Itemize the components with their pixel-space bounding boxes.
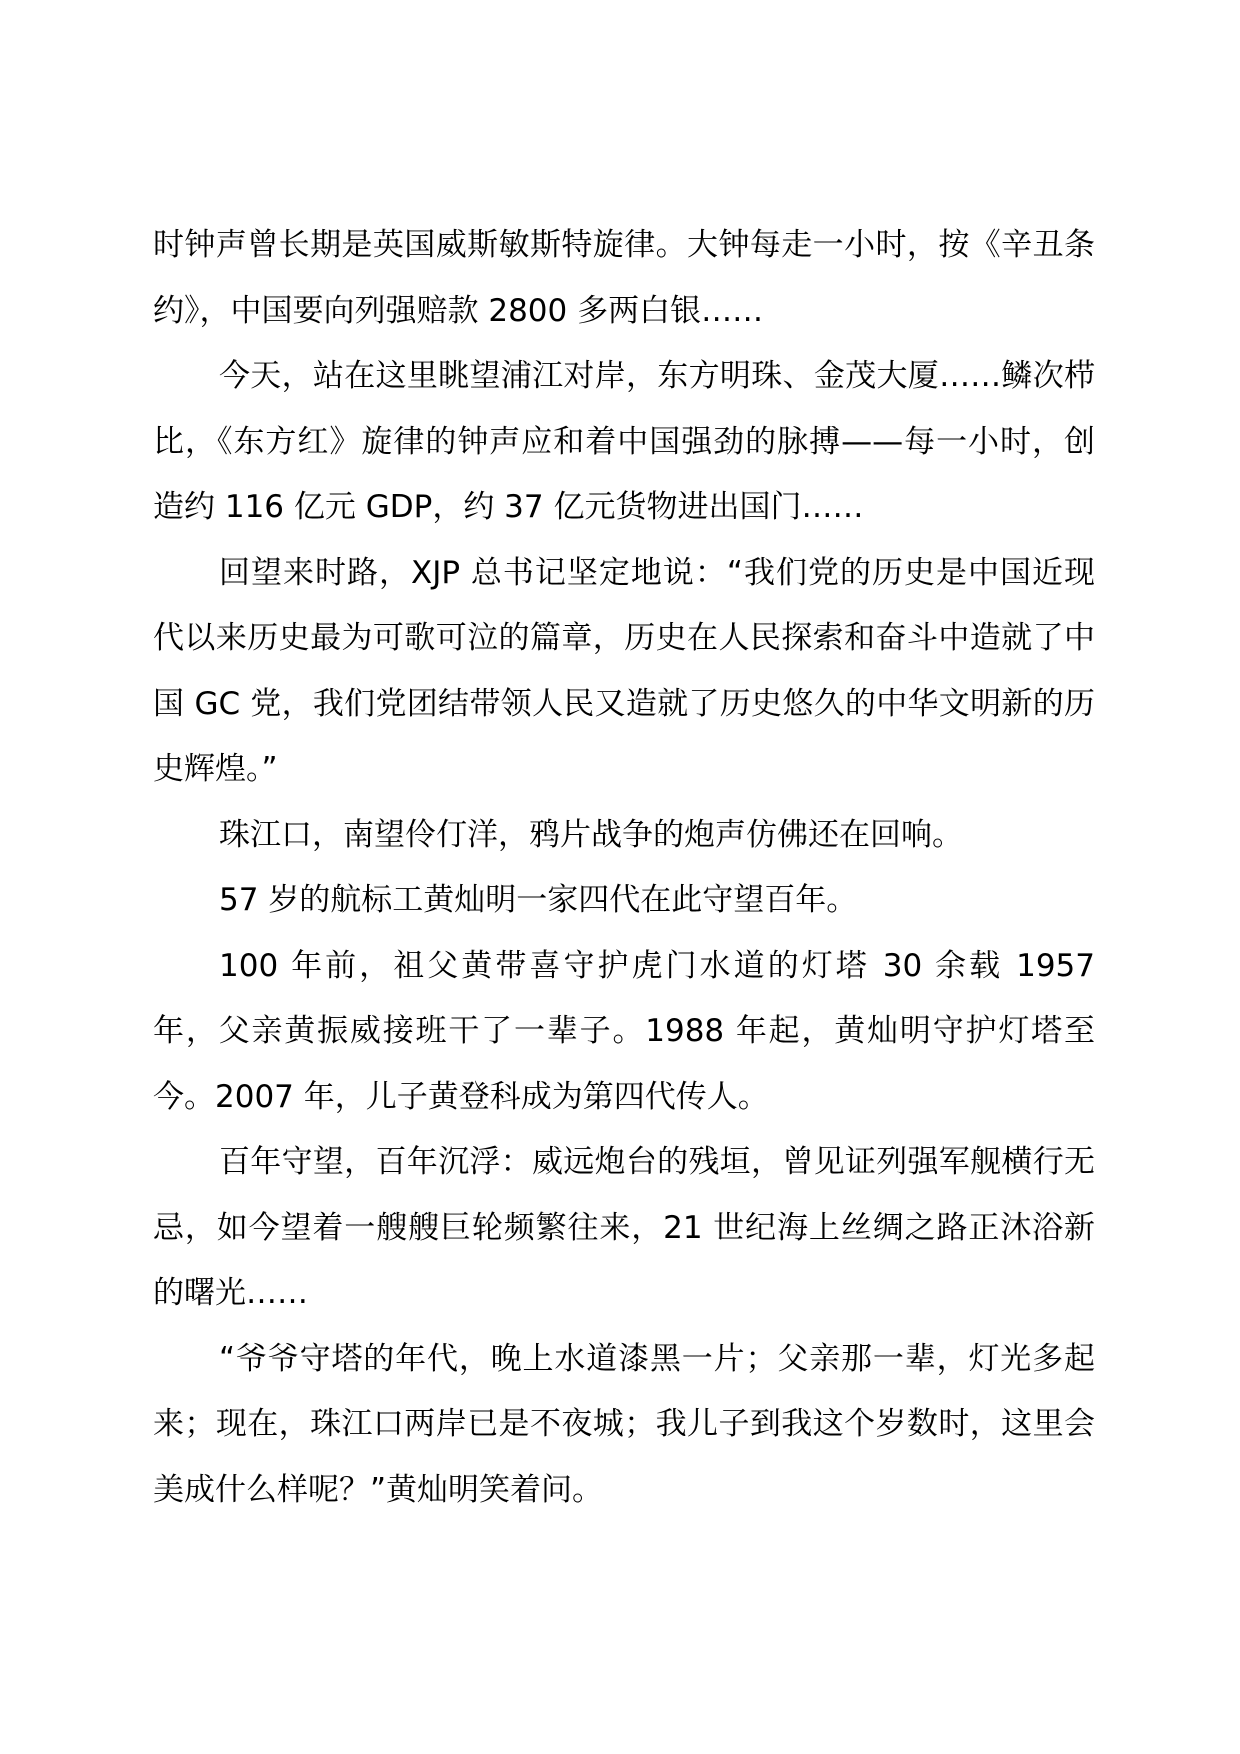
paragraph-3: 回望来时路，XJP 总书记坚定地说：“我们党的历史是中国近现代以来历史最为可歌可泣的篇章，历史在人民探索和奋斗中造就了中国 GC 党，我们党团结带领人民又造就了历史悠久的中华文明新的历史辉煌。”: [153, 554, 1095, 787]
paragraph-8: “爷爷守塔的年代，晚上水道漆黑一片；父亲那一辈，灯光多起来；现在，珠江口两岸已是不夜城；我儿子到我这个岁数时，这里会美成什么样呢？”黄灿明笑着问。: [153, 1340, 1095, 1508]
paragraph-6: 100 年前，祖父黄带喜守护虎门水道的灯塔 30 余载 1957 年，父亲黄振威接班干了一辈子。1988 年起，黄灿明守护灯塔至今。2007 年，儿子黄登科成为第四代传人。: [153, 947, 1095, 1115]
document-body: [153, 213, 1095, 1523]
paragraph-1: 时钟声曾长期是英国威斯敏斯特旋律。大钟每走一小时，按《辛丑条约》，中国要向列强赔款 2800 多两白银……: [153, 227, 1095, 329]
paragraph-5: 57 岁的航标工黄灿明一家四代在此守望百年。: [219, 882, 858, 918]
paragraph-2: 今天，站在这里眺望浦江对岸，东方明珠、金茂大厦……鳞次栉比，《东方红》旋律的钟声应和着中国强劲的脉搏——每一小时，创造约 116 亿元 GDP，约 37 亿元货物进出国门……: [153, 358, 1095, 525]
paragraph-4: 珠江口，南望伶仃洋，鸦片战争的炮声仿佛还在回响。: [219, 816, 963, 853]
paragraph-7: 百年守望，百年沉浮：威远炮台的残垣，曾见证列强军舰横行无忌，如今望着一艘艘巨轮频繁往来，21 世纪海上丝绸之路正沐浴新的曙光……: [153, 1144, 1095, 1311]
